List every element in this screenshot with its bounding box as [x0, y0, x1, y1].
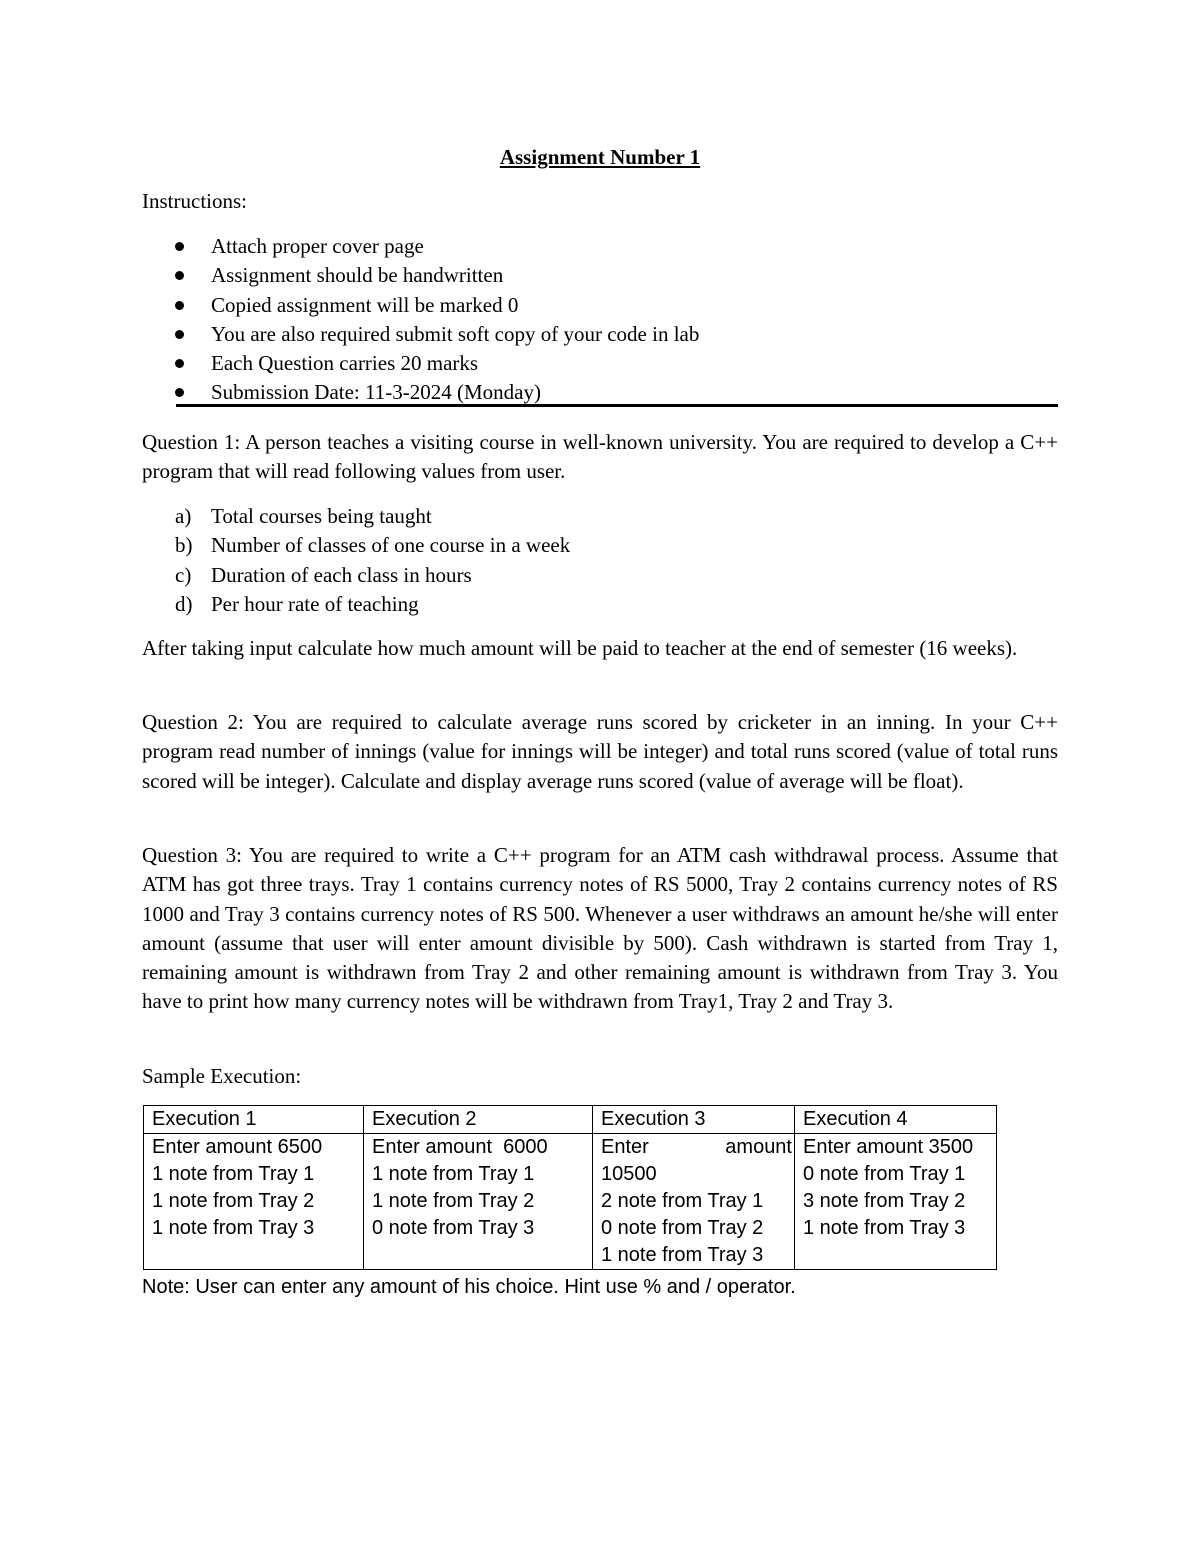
bullet-icon [175, 359, 184, 368]
list-item: Copied assignment will be marked 0 [142, 291, 699, 320]
bullet-icon [175, 242, 184, 251]
list-item: c) Duration of each class in hours [175, 562, 472, 587]
question-1-items [142, 502, 570, 619]
bullet-icon [175, 330, 184, 339]
list-item: Each Question carries 20 marks [142, 349, 699, 378]
bullet-icon [175, 301, 184, 310]
list-item: Assignment should be handwritten [142, 261, 699, 290]
table-header-row [144, 1106, 997, 1134]
horizontal-divider [176, 404, 1058, 407]
table-header-cell: Execution 1 [144, 1106, 364, 1134]
table-cell: Enter amount 6000 1 note from Tray 1 1 note from Tray 2 0 note from Tray 3 [364, 1134, 593, 1270]
bullet-icon [175, 271, 184, 280]
page-title: Assignment Number 1 [499, 145, 701, 169]
note-text: Note: User can enter any amount of his choice. Hint use % and / operator. [142, 1276, 796, 1298]
sample-execution-label: Sample Execution: [142, 1064, 302, 1088]
table-row [144, 1134, 997, 1270]
table-header-cell: Execution 2 [364, 1106, 593, 1134]
question-1-text: Question 1: A person teaches a visiting course in well-known university. You are required to develop a C++ program that will read following values from user. [142, 430, 1058, 484]
table-header-cell: Execution 3 [593, 1106, 795, 1134]
list-item: You are also required submit soft copy of your code in lab [142, 320, 699, 349]
table-cell: Enter amount 10500 2 note from Tray 1 0 note from Tray 2 1 note from Tray 3 [593, 1134, 795, 1270]
instructions-list [142, 232, 699, 408]
list-item: b) Number of classes of one course in a week [175, 533, 571, 558]
list-item: Attach proper cover page [142, 232, 699, 261]
question-3-text: Question 3: You are required to write a C++ program for an ATM cash withdrawal process. Assume that ATM has got three trays. Tray 1 contains currency notes of RS 5000, Tray 2 contains currency notes of RS 1000 and Tray 3 contains currency notes of RS 500. Whenever a user withdraws an amount he/she will enter amount (assume that user will enter amount divisible by 500). Cash withdrawn is started from Tray 1, remaining amount is withdrawn from Tray 2 and other remaining amount is withdrawn from Tray 3. You have to print how many currency notes will be withdrawn from Tray1, Tray 2 and Tray 3. [142, 843, 1058, 1014]
question-2-text: Question 2: You are required to calculate average runs scored by cricketer in an inning. In your C++ program read number of innings (value for innings will be integer) and total runs scored (value of total runs scored will be integer). Calculate and display average runs scored (value of average will be float). [142, 710, 1058, 793]
sample-execution-table [143, 1105, 997, 1270]
instructions-label: Instructions: [142, 189, 247, 213]
list-item: d) Per hour rate of teaching [175, 591, 419, 616]
table-cell: Enter amount 3500 0 note from Tray 1 3 note from Tray 2 1 note from Tray 3 [795, 1134, 997, 1270]
list-item: a) Total courses being taught [175, 504, 432, 528]
table-header-cell: Execution 4 [795, 1106, 997, 1134]
list-item: Submission Date: 11-3-2024 (Monday) [142, 378, 699, 407]
question-1-after: After taking input calculate how much amount will be paid to teacher at the end of semester (16 weeks). [142, 636, 1018, 660]
bullet-icon [175, 388, 184, 397]
table-cell: Enter amount 6500 1 note from Tray 1 1 note from Tray 2 1 note from Tray 3 [144, 1134, 364, 1270]
